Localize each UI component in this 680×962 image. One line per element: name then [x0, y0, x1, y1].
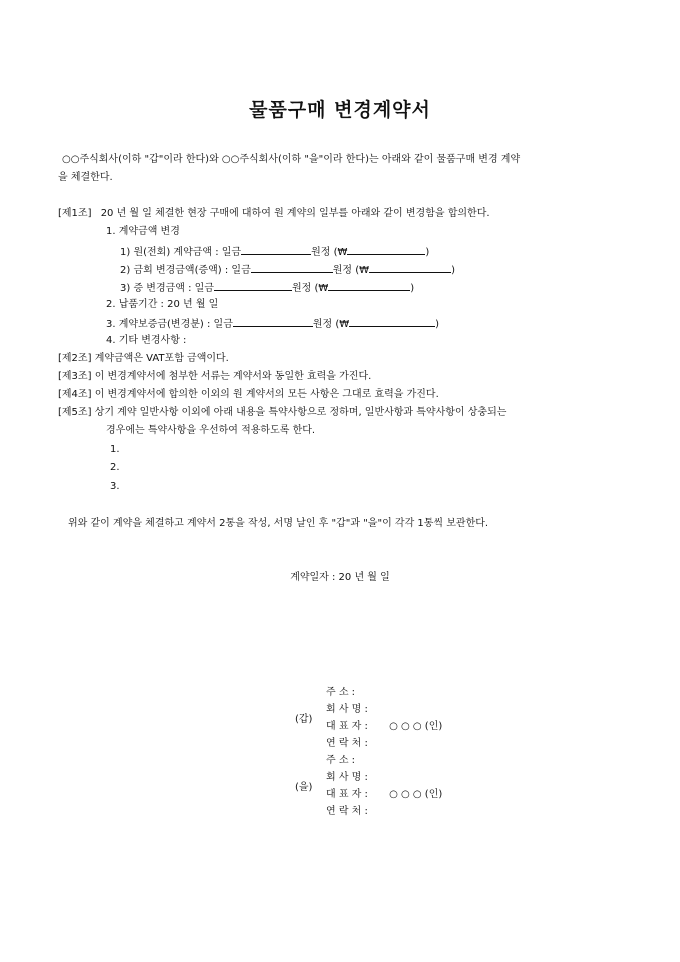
article-1-item-4: 4. 기타 변경사항 :: [106, 335, 187, 346]
article-2: [58, 352, 229, 365]
amount-blank: [233, 316, 313, 327]
article-5-body-line-2: 경우에는 특약사항을 우선하여 적용하도록 한다.: [106, 425, 316, 436]
currency-label: 원정 (₩: [332, 265, 370, 276]
rep-name: ○ ○ ○ (인): [389, 789, 443, 800]
article-3-head: [제3조]: [58, 371, 92, 382]
intro-line-2: 을 체결한다.: [58, 172, 113, 183]
close-paren: ): [435, 319, 440, 330]
article-5-body-line-1: 상기 계약 일반사항 이외에 아래 내용을 특약사항으로 정하며, 일반사항과 특약사항이 상충되는: [94, 407, 507, 418]
close-paren: ): [451, 265, 455, 276]
document-title: 물품구매 변경계약서: [249, 99, 431, 121]
sub-item-label: 1) 원(전회) 계약금액 : 일금: [120, 247, 242, 258]
article-1-body: 20 년 월 일 체결한 현장 구매에 대하여 원 계약의 일부를 아래와 같이 변경함을 합의한다.: [100, 208, 490, 219]
article-3: [58, 370, 371, 383]
article-1-item-3: [106, 316, 439, 331]
party-a-representative: [326, 720, 442, 733]
article-1-item-2: 2. 납품기간 : 20 년 월 일: [106, 299, 219, 310]
special-item: 2.: [110, 462, 120, 473]
currency-label: 원정 (₩: [312, 319, 350, 330]
close-paren: ): [410, 283, 415, 294]
special-item: 3.: [110, 481, 120, 492]
amount-blank: [241, 244, 311, 255]
article-4-body: 이 변경계약서에 합의한 이외의 원 계약서의 모든 사항은 그대로 효력을 가진다.: [94, 389, 439, 400]
sub-item-label: 2) 금회 변경금액(증액) : 일금: [120, 265, 251, 276]
sub-item-original-amount: [120, 244, 429, 259]
party-a-contact: 연 락 처 :: [326, 738, 368, 749]
article-2-body: 계약금액은 VAT포함 금액이다.: [94, 353, 229, 364]
party-b-address: 주 소 :: [326, 755, 356, 766]
won-blank: [349, 316, 435, 327]
close-paren: ): [425, 247, 430, 258]
party-a-company: 회 사 명 :: [326, 704, 368, 715]
intro-line-1: ○○주식회사(이하 "갑"이라 한다)와 ○○주식회사(이하 "을"이라 한다)는 아래와 같이 물품구매 변경 계약: [62, 154, 521, 165]
party-b-representative: [326, 788, 442, 801]
won-blank: [369, 262, 451, 273]
article-4: [58, 388, 439, 401]
article-3-body: 이 변경계약서에 첨부한 서류는 계약서와 동일한 효력을 가진다.: [94, 371, 372, 382]
article-1: [58, 207, 490, 220]
contract-date: 계약일자 : 20 년 월 일: [290, 572, 390, 583]
party-b-tag: (을): [295, 782, 313, 793]
currency-label: 원정 (₩: [311, 247, 348, 258]
amount-blank: [214, 280, 292, 291]
rep-name: ○ ○ ○ (인): [389, 721, 443, 732]
article-1-item-1: 1. 계약금액 변경: [106, 226, 180, 237]
currency-label: 원정 (₩: [291, 283, 329, 294]
won-blank: [347, 244, 425, 255]
party-a-address: 주 소 :: [326, 687, 356, 698]
article-4-head: [제4조]: [58, 389, 92, 400]
deposit-label: 3. 계약보증금(변경분) : 일금: [106, 319, 233, 330]
party-a-tag: (갑): [295, 714, 313, 725]
rep-label: 대 표 자 :: [326, 721, 368, 732]
sub-item-change-amount: [120, 262, 455, 277]
article-5-head: [제5조]: [58, 407, 92, 418]
party-b-company: 회 사 명 :: [326, 772, 368, 783]
rep-label: 대 표 자 :: [326, 789, 368, 800]
amount-blank: [251, 262, 333, 273]
article-2-head: [제2조]: [58, 353, 92, 364]
special-item: 1.: [110, 444, 120, 455]
party-b-contact: 연 락 처 :: [326, 806, 368, 817]
won-blank: [328, 280, 410, 291]
sub-item-label: 3) 증 변경금액 : 일금: [120, 283, 214, 294]
closing-statement: 위와 같이 계약을 체결하고 계약서 2통을 작성, 서명 날인 후 "갑"과 "을"이 각각 1통씩 보관한다.: [68, 518, 489, 529]
article-1-head: [제1조]: [58, 208, 92, 219]
sub-item-increase-amount: [120, 280, 414, 295]
article-5: [58, 406, 506, 419]
